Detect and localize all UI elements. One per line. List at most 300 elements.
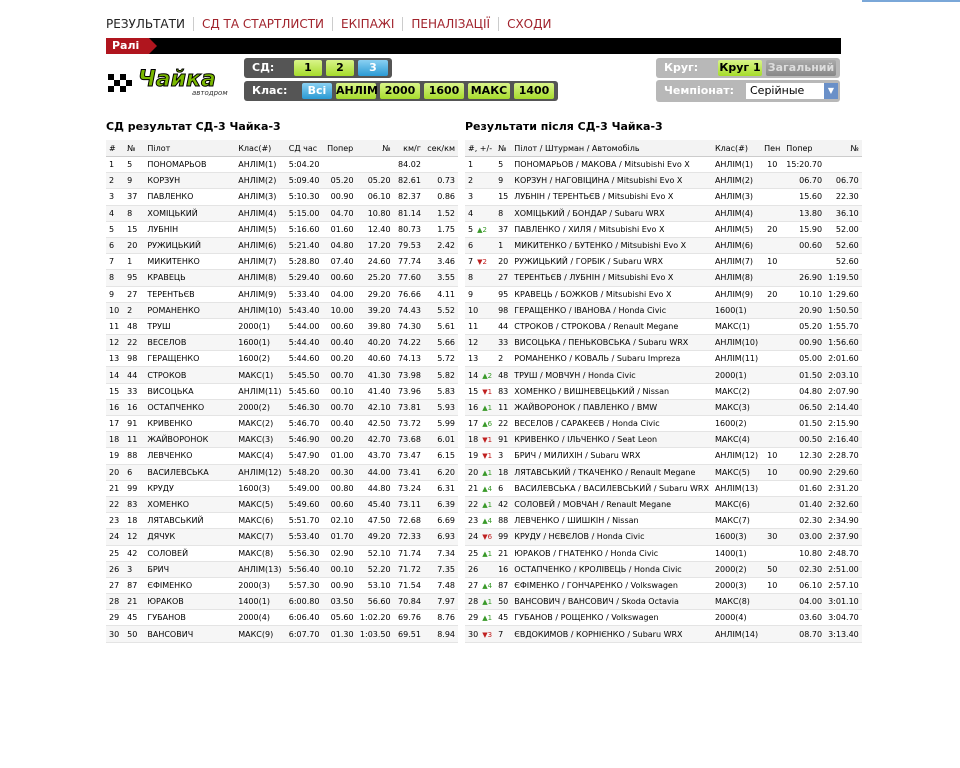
table-cell: ТРУШ / МОВЧУН / Honda Civic [511, 367, 712, 383]
main-nav [106, 17, 559, 31]
table-cell: МАКС(9) [235, 626, 285, 642]
position-value: 29 [468, 613, 479, 623]
table-row[interactable] [465, 302, 862, 318]
table-cell: ВАСИЛЕВСЬКА [144, 464, 235, 480]
table-cell: 00.60 [783, 237, 825, 253]
table-row[interactable] [106, 464, 458, 480]
table-cell: 5:45.50 [286, 367, 324, 383]
table-cell: 7 [495, 626, 511, 642]
table-cell: АНЛІМ(8) [712, 270, 761, 286]
position-value: 27 [468, 580, 479, 590]
col-pilot[interactable]: Пілот [144, 140, 235, 157]
table-cell: 06.10 [357, 189, 394, 205]
table-row[interactable] [465, 626, 862, 642]
table-cell: 5:09.40 [286, 173, 324, 189]
col-gap[interactable]: Попер [324, 140, 356, 157]
table-cell: 81.14 [394, 205, 424, 221]
col-penalty[interactable]: Пен [761, 140, 783, 157]
table-cell: 10 [106, 302, 124, 318]
table-cell: 1:19.50 [825, 270, 862, 286]
table-cell: 00.90 [324, 189, 356, 205]
table-cell: СТРОКОВ [144, 367, 235, 383]
position-cell [465, 286, 495, 302]
table-cell: 2:57.10 [825, 577, 862, 593]
table-cell [761, 302, 783, 318]
position-value: 28 [468, 597, 479, 607]
table-cell: 2:31.20 [825, 480, 862, 496]
class-button-all[interactable]: Всі [302, 83, 332, 99]
table-cell: 5:51.70 [286, 513, 324, 529]
table-cell: 11 [124, 432, 144, 448]
table-cell: ВАНСОВИЧ / ВАНСОВИЧ / Skoda Octavia [511, 594, 712, 610]
table-row[interactable] [106, 205, 458, 221]
table-cell: 15 [495, 189, 511, 205]
position-value: 17 [468, 419, 479, 429]
table-cell: 26 [106, 561, 124, 577]
table-row[interactable] [106, 254, 458, 270]
position-value: 13 [468, 354, 479, 364]
championship-panel [656, 80, 840, 102]
table-cell: 5.82 [424, 367, 458, 383]
table-row[interactable] [106, 561, 458, 577]
table-row[interactable] [465, 610, 862, 626]
table-cell: 5.93 [424, 399, 458, 415]
table-cell: 44.80 [357, 480, 394, 496]
table-row[interactable] [106, 545, 458, 561]
table-cell: 1600(3) [235, 480, 285, 496]
table-cell [761, 270, 783, 286]
table-row[interactable] [465, 448, 862, 464]
table-cell: 53.10 [357, 577, 394, 593]
position-cell [465, 416, 495, 432]
table-cell: 83 [495, 383, 511, 399]
table-cell: 08.70 [783, 626, 825, 642]
table-row[interactable] [106, 351, 458, 367]
table-row[interactable] [106, 383, 458, 399]
table-cell: 73.81 [394, 399, 424, 415]
table-cell: АНЛІМ(4) [235, 205, 285, 221]
table-cell: 10.10 [783, 286, 825, 302]
table-cell: 5:45.60 [286, 383, 324, 399]
table-cell: 18 [124, 513, 144, 529]
table-cell: 91 [124, 416, 144, 432]
position-value: 23 [468, 516, 479, 526]
table-cell: 73.41 [394, 464, 424, 480]
table-cell: МАКС(2) [235, 416, 285, 432]
table-row[interactable] [465, 383, 862, 399]
table-cell: 74.22 [394, 335, 424, 351]
table-cell: 88 [124, 448, 144, 464]
table-cell: 1400(1) [235, 594, 285, 610]
table-cell: 6.01 [424, 432, 458, 448]
table-row[interactable] [106, 367, 458, 383]
sd-button-2[interactable]: 2 [326, 60, 354, 76]
table-cell: КРУДУ [144, 480, 235, 496]
table-row[interactable] [465, 351, 862, 367]
table-cell: ЛУБНІН [144, 221, 235, 237]
table-row[interactable] [106, 270, 458, 286]
table-cell: 44.00 [357, 464, 394, 480]
table-cell: 06.70 [783, 173, 825, 189]
col-class[interactable]: Клас(#) [712, 140, 761, 157]
table-cell: 18 [495, 464, 511, 480]
col-speed[interactable]: км/г [394, 140, 424, 157]
table-row[interactable] [465, 399, 862, 415]
table-row[interactable] [106, 626, 458, 642]
table-cell: 00.40 [324, 416, 356, 432]
table-row[interactable] [465, 286, 862, 302]
table-cell: 04.80 [783, 383, 825, 399]
table-cell: 22 [124, 335, 144, 351]
table-cell: ЖАЙВОРОНОК / ПАВЛЕНКО / BMW [511, 399, 712, 415]
table-cell: 3 [106, 189, 124, 205]
table-cell: МАКС(7) [712, 513, 761, 529]
table-cell: ХОМІЦЬКИЙ / БОНДАР / Subaru WRX [511, 205, 712, 221]
table-row[interactable] [106, 594, 458, 610]
position-up-icon: ▲1 [482, 549, 493, 558]
table-row[interactable] [465, 205, 862, 221]
table-cell: 02.10 [324, 513, 356, 529]
position-cell [465, 302, 495, 318]
col-num[interactable]: № [124, 140, 144, 157]
table-cell: 82.37 [394, 189, 424, 205]
position-up-icon: ▲1 [482, 403, 493, 412]
table-cell: 17.20 [357, 237, 394, 253]
col-gap[interactable]: Попер [783, 140, 825, 157]
table-row[interactable] [465, 496, 862, 512]
table-cell: 27 [106, 577, 124, 593]
table-cell: МАКС(6) [712, 496, 761, 512]
table-row[interactable] [106, 173, 458, 189]
table-cell: 77.60 [394, 270, 424, 286]
nav-results[interactable]: РЕЗУЛЬТАТИ [106, 17, 185, 31]
table-cell: 5:29.40 [286, 270, 324, 286]
table-cell: АНЛІМ(13) [712, 480, 761, 496]
table-row[interactable] [465, 545, 862, 561]
table-cell: 01.70 [324, 529, 356, 545]
table-cell: 5:21.40 [286, 237, 324, 253]
table-row[interactable] [106, 237, 458, 253]
table-cell: АНЛІМ(8) [235, 270, 285, 286]
logo-sub: автодром [192, 89, 228, 97]
table-cell: 01.40 [783, 496, 825, 512]
table-row[interactable] [465, 513, 862, 529]
table-row[interactable] [465, 189, 862, 205]
table-cell: 98 [495, 302, 511, 318]
table-cell: АНЛІМ(12) [235, 464, 285, 480]
table-cell: ГУБАНОВ [144, 610, 235, 626]
table-row[interactable] [465, 318, 862, 334]
table-cell: 5:49.60 [286, 496, 324, 512]
table-cell: 39.20 [357, 302, 394, 318]
table-cell: 6 [106, 237, 124, 253]
table-cell: ОСТАПЧЕНКО / КРОЛІВЕЦЬ / Honda Civic [511, 561, 712, 577]
col-class[interactable]: Клас(#) [235, 140, 285, 157]
table-cell: 1 [106, 157, 124, 173]
table-cell: 1 [124, 254, 144, 270]
table-row[interactable] [106, 513, 458, 529]
table-cell: 12 [106, 335, 124, 351]
table-cell: 5:44.40 [286, 335, 324, 351]
table-cell: ЛУБНІН / ТЕРЕНТЬЄВ / Mitsubishi Evo X [511, 189, 712, 205]
col-diff[interactable]: № [825, 140, 862, 157]
position-cell [465, 464, 495, 480]
position-cell [465, 432, 495, 448]
table-row[interactable] [106, 318, 458, 334]
nav-stages[interactable]: СД ТА СТАРТЛИСТИ [193, 17, 332, 31]
table-row[interactable] [106, 335, 458, 351]
class-button-anlim[interactable]: АНЛІМ [336, 84, 378, 97]
position-value: 20 [468, 467, 479, 477]
nav-crews[interactable]: ЕКІПАЖІ [332, 17, 402, 31]
table-cell: 52.10 [357, 545, 394, 561]
table-cell: 45 [124, 610, 144, 626]
table-cell: РУЖИЦЬКИЙ / ГОРБІК / Subaru WRX [511, 254, 712, 270]
table-row[interactable] [465, 464, 862, 480]
position-cell [465, 399, 495, 415]
col-num[interactable]: № [495, 140, 511, 157]
class-button-maks[interactable]: МАКС [468, 83, 510, 99]
position-value: 18 [468, 435, 479, 445]
table-cell: 4.11 [424, 286, 458, 302]
table-cell: 10 [761, 448, 783, 464]
table-cell: 5:53.40 [286, 529, 324, 545]
table-row[interactable] [106, 496, 458, 512]
table-cell: 04.00 [324, 286, 356, 302]
table-row[interactable] [465, 480, 862, 496]
table-row[interactable] [106, 416, 458, 432]
table-cell: 00.30 [324, 464, 356, 480]
table-row[interactable] [465, 577, 862, 593]
table-row[interactable] [465, 432, 862, 448]
table-cell: 82.61 [394, 173, 424, 189]
table-cell: 20 [761, 221, 783, 237]
nav-penalties[interactable]: ПЕНАЛІЗАЦІЇ [402, 17, 498, 31]
chevron-down-icon[interactable]: ▼ [824, 83, 838, 99]
position-up-icon: ▲6 [482, 420, 493, 429]
table-cell: 70.84 [394, 594, 424, 610]
table-cell: МАКС(3) [235, 432, 285, 448]
table-cell [761, 205, 783, 221]
table-cell: КРИВЕНКО / ІЛЬЧЕНКО / Seat Leon [511, 432, 712, 448]
table-cell: 42.50 [357, 416, 394, 432]
table-cell: КРАВЕЦЬ / БОЖКОВ / Mitsubishi Evo X [511, 286, 712, 302]
table-row[interactable] [106, 480, 458, 496]
table-cell: 20 [106, 464, 124, 480]
table-row[interactable] [465, 157, 862, 173]
table-cell: 00.40 [324, 335, 356, 351]
position-down-icon: ▼3 [482, 630, 493, 639]
table-cell: 00.50 [783, 432, 825, 448]
table-cell: 06.70 [825, 173, 862, 189]
col-secperkm[interactable]: сек/км [424, 140, 458, 157]
table-row[interactable] [106, 448, 458, 464]
col-crew[interactable]: Пілот / Штурман / Автомобіль [511, 140, 712, 157]
table-cell: РОМАНЕНКО [144, 302, 235, 318]
position-value: 22 [468, 500, 479, 510]
table-cell: АНЛІМ(10) [235, 302, 285, 318]
table-cell: 1600(2) [235, 351, 285, 367]
table-cell: 1.75 [424, 221, 458, 237]
col-diff[interactable]: № [357, 140, 394, 157]
table-cell: ЛЯТАВСЬКИЙ [144, 513, 235, 529]
table-cell: ПОНОМАРЬОВ / МАКОВА / Mitsubishi Evo X [511, 157, 712, 173]
table-cell: 50 [495, 594, 511, 610]
table-cell: 2:51.00 [825, 561, 862, 577]
table-cell: МАКС(1) [712, 318, 761, 334]
table-row[interactable] [465, 416, 862, 432]
table-row[interactable] [106, 529, 458, 545]
table-row[interactable] [465, 254, 862, 270]
table-cell: АНЛІМ(7) [712, 254, 761, 270]
position-cell [465, 529, 495, 545]
col-pos[interactable]: # [106, 140, 124, 157]
position-cell [465, 318, 495, 334]
table-row[interactable] [106, 432, 458, 448]
class-button-2000[interactable]: 2000 [380, 83, 420, 99]
col-pos-change[interactable]: #, +/- [465, 140, 495, 157]
table-cell: ЄВДОКИМОВ / КОРНІЄНКО / Subaru WRX [511, 626, 712, 642]
table-row[interactable] [106, 286, 458, 302]
table-row[interactable] [465, 561, 862, 577]
lap-button-1[interactable]: Круг 1 [719, 61, 761, 74]
table-row[interactable] [106, 157, 458, 173]
table-cell: 6:06.40 [286, 610, 324, 626]
championship-value: Серійные [750, 84, 805, 97]
table-cell: 5.66 [424, 335, 458, 351]
table-cell: 26.90 [783, 270, 825, 286]
table-cell: ОСТАПЧЕНКО [144, 399, 235, 415]
table-row[interactable] [465, 594, 862, 610]
col-time[interactable]: СД час [286, 140, 324, 157]
table-cell: 99 [495, 529, 511, 545]
table-cell: 1:50.50 [825, 302, 862, 318]
table-row[interactable] [465, 529, 862, 545]
table-cell: 00.60 [324, 318, 356, 334]
rally-tag[interactable]: Ралі [106, 38, 149, 54]
table-row[interactable] [465, 367, 862, 383]
table-cell [761, 513, 783, 529]
class-button-1400[interactable]: 1400 [514, 83, 554, 99]
table-cell: 00.10 [324, 561, 356, 577]
nav-retirements[interactable]: СХОДИ [498, 17, 559, 31]
table-cell: 01.50 [783, 416, 825, 432]
table-cell: 04.70 [324, 205, 356, 221]
table-cell: 18 [106, 432, 124, 448]
table-cell: 5:44.60 [286, 351, 324, 367]
table-cell: 8 [106, 270, 124, 286]
table-row[interactable] [106, 189, 458, 205]
chayka-logo [108, 60, 234, 100]
table-cell [761, 237, 783, 253]
table-cell [761, 545, 783, 561]
table-row[interactable] [465, 221, 862, 237]
lap-button-total[interactable]: Загальний [767, 61, 835, 74]
table-cell: 15 [124, 221, 144, 237]
table-cell [357, 157, 394, 173]
table-cell: 3:04.70 [825, 610, 862, 626]
table-row[interactable] [106, 577, 458, 593]
table-row[interactable] [106, 302, 458, 318]
table-row[interactable] [106, 221, 458, 237]
position-cell [465, 270, 495, 286]
table-cell: 0.86 [424, 189, 458, 205]
table-cell: 6.20 [424, 464, 458, 480]
table-cell: 5:16.60 [286, 221, 324, 237]
class-button-1600[interactable]: 1600 [424, 83, 464, 99]
table-cell [761, 318, 783, 334]
table-cell: 15.60 [783, 189, 825, 205]
table-cell: 1:03.50 [357, 626, 394, 642]
table-cell: 5 [106, 221, 124, 237]
table-cell: ГЕРАЩЕНКО / ІВАНОВА / Honda Civic [511, 302, 712, 318]
table-cell: 33 [124, 383, 144, 399]
table-cell: 5.99 [424, 416, 458, 432]
table-row[interactable] [106, 610, 458, 626]
table-cell: 05.20 [324, 173, 356, 189]
table-cell: 2:29.60 [825, 464, 862, 480]
table-row[interactable] [465, 270, 862, 286]
table-cell: 16 [495, 561, 511, 577]
table-cell: 02.90 [324, 545, 356, 561]
position-value: 14 [468, 370, 479, 380]
table-cell: 16 [124, 399, 144, 415]
position-cell [465, 594, 495, 610]
table-cell: 6.39 [424, 496, 458, 512]
table-cell: ЛЕВЧЕНКО [144, 448, 235, 464]
table-cell: МИКИТЕНКО / БУТЕНКО / Mitsubishi Evo X [511, 237, 712, 253]
table-cell: 40.60 [357, 351, 394, 367]
table-cell: 2:16.40 [825, 432, 862, 448]
table-cell: 5:46.30 [286, 399, 324, 415]
position-value: 2 [468, 176, 474, 186]
table-cell: 2:14.40 [825, 399, 862, 415]
table-cell: 5:10.30 [286, 189, 324, 205]
table-cell: АНЛІМ(6) [235, 237, 285, 253]
sd-button-1[interactable]: 1 [294, 60, 322, 76]
table-cell: 49.20 [357, 529, 394, 545]
table-cell: СОЛОВЕЙ [144, 545, 235, 561]
position-value: 26 [468, 564, 479, 574]
position-cell [465, 626, 495, 642]
table-cell: 5:44.00 [286, 318, 324, 334]
table-cell: АНЛІМ(5) [235, 221, 285, 237]
table-row[interactable] [465, 173, 862, 189]
table-row[interactable] [465, 335, 862, 351]
table-cell: 74.13 [394, 351, 424, 367]
table-cell: ЄФІМЕНКО [144, 577, 235, 593]
table-row[interactable] [106, 399, 458, 415]
sd-button-3[interactable]: 3 [358, 60, 388, 76]
table-cell: 87 [495, 577, 511, 593]
table-cell: 6:00.80 [286, 594, 324, 610]
table-cell: ЮРАКОВ / ГНАТЕНКО / Honda Civic [511, 545, 712, 561]
table-cell: 6.31 [424, 480, 458, 496]
table-cell: 01.60 [324, 221, 356, 237]
table-cell: 74.43 [394, 302, 424, 318]
table-row[interactable] [465, 237, 862, 253]
table-cell: 7 [106, 254, 124, 270]
position-cell [465, 577, 495, 593]
table-cell: 52.20 [357, 561, 394, 577]
table-cell: 9 [124, 173, 144, 189]
championship-select[interactable] [746, 83, 838, 99]
table-cell: 95 [495, 286, 511, 302]
position-value: 1 [468, 160, 474, 170]
table-cell: 00.70 [324, 367, 356, 383]
table-cell: МАКС(6) [235, 513, 285, 529]
table-cell: РОМАНЕНКО / КОВАЛЬ / Subaru Impreza [511, 351, 712, 367]
